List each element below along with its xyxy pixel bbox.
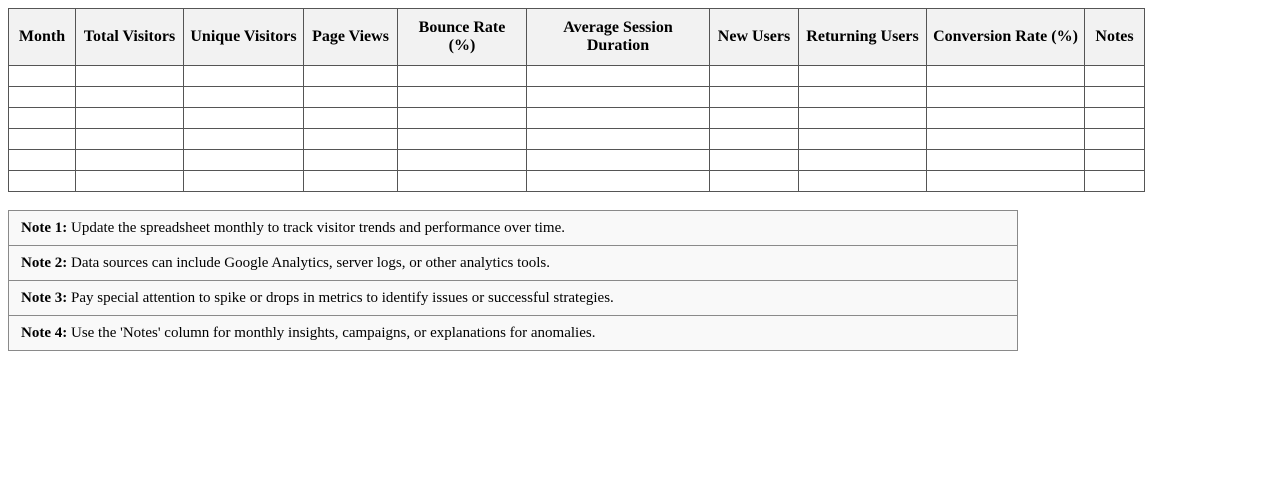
table-cell[interactable] bbox=[527, 129, 710, 150]
table-row bbox=[9, 87, 1145, 108]
table-cell[interactable] bbox=[1085, 129, 1145, 150]
table-cell[interactable] bbox=[304, 171, 398, 192]
table-cell[interactable] bbox=[304, 66, 398, 87]
table-cell[interactable] bbox=[76, 129, 184, 150]
header-row bbox=[9, 9, 1145, 66]
table-cell[interactable] bbox=[9, 150, 76, 171]
table-cell[interactable] bbox=[9, 171, 76, 192]
table-cell[interactable] bbox=[76, 87, 184, 108]
table-cell[interactable] bbox=[76, 150, 184, 171]
table-cell[interactable] bbox=[710, 87, 799, 108]
note-label: Note 4: bbox=[21, 324, 68, 341]
table-cell[interactable] bbox=[304, 108, 398, 129]
table-row bbox=[9, 150, 1145, 171]
table-cell[interactable] bbox=[76, 108, 184, 129]
table-cell[interactable] bbox=[9, 66, 76, 87]
table-cell[interactable] bbox=[799, 108, 927, 129]
table-cell[interactable] bbox=[927, 66, 1085, 87]
table-row bbox=[9, 108, 1145, 129]
table-cell[interactable] bbox=[9, 87, 76, 108]
table-cell[interactable] bbox=[184, 150, 304, 171]
table-cell[interactable] bbox=[799, 150, 927, 171]
note-item bbox=[9, 316, 1018, 351]
notes-body bbox=[9, 211, 1018, 351]
header-total-visitors: Total Visitors bbox=[76, 9, 184, 66]
note-row bbox=[9, 211, 1018, 246]
table-cell[interactable] bbox=[527, 171, 710, 192]
table-row bbox=[9, 66, 1145, 87]
notes-table bbox=[8, 210, 1018, 351]
note-text: Pay special attention to spike or drops in metrics to identify issues or successful strategies. bbox=[70, 289, 614, 306]
table-cell[interactable] bbox=[927, 129, 1085, 150]
note-text: Data sources can include Google Analytics, server logs, or other analytics tools. bbox=[70, 254, 551, 271]
table-cell[interactable] bbox=[1085, 171, 1145, 192]
note-row bbox=[9, 316, 1018, 351]
table-cell[interactable] bbox=[710, 66, 799, 87]
table-cell[interactable] bbox=[184, 66, 304, 87]
table-row bbox=[9, 129, 1145, 150]
table-cell[interactable] bbox=[398, 108, 527, 129]
note-label: Note 1: bbox=[21, 219, 68, 236]
header-returning-users: Returning Users bbox=[799, 9, 927, 66]
note-row bbox=[9, 246, 1018, 281]
table-row bbox=[9, 171, 1145, 192]
header-unique-visitors: Unique Visitors bbox=[184, 9, 304, 66]
header-bounce-rate: Bounce Rate (%) bbox=[398, 9, 527, 66]
table-cell[interactable] bbox=[799, 171, 927, 192]
table-cell[interactable] bbox=[9, 129, 76, 150]
table-cell[interactable] bbox=[710, 108, 799, 129]
table-cell[interactable] bbox=[527, 87, 710, 108]
table-cell[interactable] bbox=[1085, 87, 1145, 108]
visitor-metrics-table bbox=[8, 8, 1145, 192]
table-cell[interactable] bbox=[927, 171, 1085, 192]
table-cell[interactable] bbox=[927, 150, 1085, 171]
table-cell[interactable] bbox=[76, 171, 184, 192]
note-item bbox=[9, 246, 1018, 281]
table-cell[interactable] bbox=[927, 87, 1085, 108]
note-row bbox=[9, 281, 1018, 316]
note-label: Note 3: bbox=[21, 289, 68, 306]
table-cell[interactable] bbox=[927, 108, 1085, 129]
table-cell[interactable] bbox=[799, 66, 927, 87]
header-average-session-duration: Average Session Duration bbox=[527, 9, 710, 66]
table-cell[interactable] bbox=[799, 129, 927, 150]
note-label: Note 2: bbox=[21, 254, 68, 271]
table-cell[interactable] bbox=[304, 150, 398, 171]
table-cell[interactable] bbox=[710, 129, 799, 150]
note-text: Update the spreadsheet monthly to track visitor trends and performance over time. bbox=[70, 219, 565, 236]
table-cell[interactable] bbox=[1085, 108, 1145, 129]
table-cell[interactable] bbox=[527, 108, 710, 129]
table-cell[interactable] bbox=[398, 171, 527, 192]
table-cell[interactable] bbox=[304, 129, 398, 150]
table-cell[interactable] bbox=[184, 171, 304, 192]
header-conversion-rate: Conversion Rate (%) bbox=[927, 9, 1085, 66]
table-cell[interactable] bbox=[9, 108, 76, 129]
table-cell[interactable] bbox=[527, 150, 710, 171]
table-cell[interactable] bbox=[710, 150, 799, 171]
table-cell[interactable] bbox=[398, 150, 527, 171]
note-item bbox=[9, 211, 1018, 246]
table-cell[interactable] bbox=[527, 66, 710, 87]
header-notes: Notes bbox=[1085, 9, 1145, 66]
header-page-views: Page Views bbox=[304, 9, 398, 66]
table-body bbox=[9, 66, 1145, 192]
table-cell[interactable] bbox=[184, 87, 304, 108]
table-cell[interactable] bbox=[304, 87, 398, 108]
table-cell[interactable] bbox=[1085, 150, 1145, 171]
table-cell[interactable] bbox=[76, 66, 184, 87]
table-cell[interactable] bbox=[398, 66, 527, 87]
header-month: Month bbox=[9, 9, 76, 66]
table-cell[interactable] bbox=[398, 129, 527, 150]
note-item bbox=[9, 281, 1018, 316]
table-cell[interactable] bbox=[710, 171, 799, 192]
header-new-users: New Users bbox=[710, 9, 799, 66]
table-cell[interactable] bbox=[398, 87, 527, 108]
table-cell[interactable] bbox=[799, 87, 927, 108]
note-text: Use the 'Notes' column for monthly insights, campaigns, or explanations for anomalies. bbox=[70, 324, 596, 341]
table-cell[interactable] bbox=[184, 129, 304, 150]
table-cell[interactable] bbox=[184, 108, 304, 129]
table-cell[interactable] bbox=[1085, 66, 1145, 87]
